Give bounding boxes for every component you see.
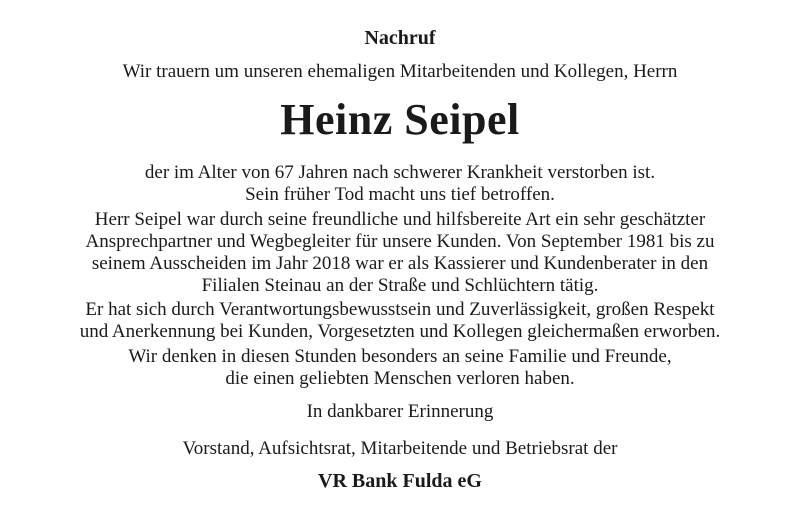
paragraph3-line: Er hat sich durch Verantwortungsbewusstsein und Zuverlässigkeit, großen Respekt [85, 299, 715, 320]
paragraph2-line: seinem Ausscheiden im Jahr 2018 war er als Kassierer und Kundenberater in den [91, 253, 709, 274]
paragraph2-line: Filialen Steinau an der Straße und Schlüchtern tätig. [201, 275, 599, 296]
paragraph3-line: und Anerkennung bei Kunden, Vorgesetzten und Kollegen gleichermaßen erworben. [79, 321, 721, 342]
closing-line: In dankbarer Erinnerung [306, 401, 494, 422]
intro-line: Wir trauern um unseren ehemaligen Mitarbeitenden und Kollegen, Herrn [122, 61, 678, 82]
organization-name: VR Bank Fulda eG [318, 470, 482, 492]
deceased-name: Heinz Seipel [280, 95, 520, 144]
paragraph4-line: Wir denken in diesen Stunden besonders an seine Familie und Freunde, [128, 346, 672, 367]
paragraph4-line: die einen geliebten Menschen verloren haben. [225, 368, 575, 389]
paragraph1-line: der im Alter von 67 Jahren nach schwerer Krankheit verstorben ist. [144, 162, 656, 183]
paragraph2-line: Herr Seipel war durch seine freundliche und hilfsbereite Art ein sehr geschätzter [94, 209, 706, 230]
signatories-line: Vorstand, Aufsichtsrat, Mitarbeitende und Betriebsrat der [182, 438, 618, 459]
notice-heading: Nachruf [364, 27, 436, 49]
paragraph1-line: Sein früher Tod macht uns tief betroffen. [245, 184, 555, 205]
paragraph2-line: Ansprechpartner und Wegbegleiter für unsere Kunden. Von September 1981 bis zu [85, 231, 715, 252]
